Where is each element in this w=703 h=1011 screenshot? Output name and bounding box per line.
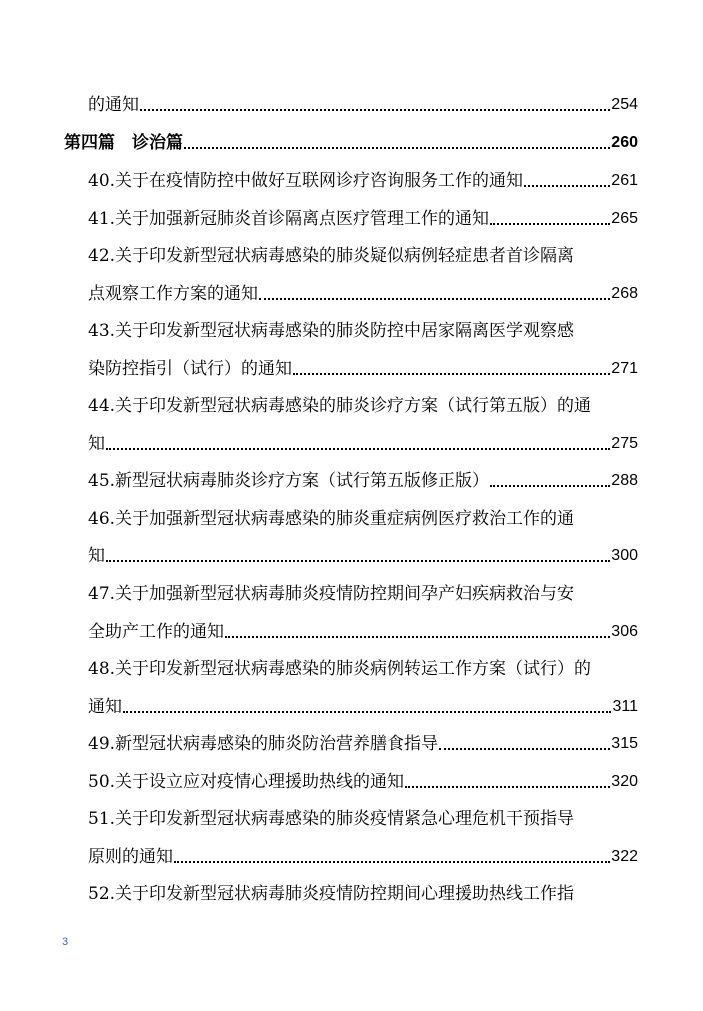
dot-leader [405, 786, 610, 788]
toc-line[interactable] [88, 275, 638, 305]
dot-leader [259, 298, 610, 300]
toc-entry-text: 46.关于加强新型冠状病毒感染的肺炎重症病例医疗救治工作的通 [88, 509, 575, 529]
toc-entry-text: 点观察工作方案的通知 [88, 284, 258, 304]
toc-line[interactable] [88, 200, 638, 230]
toc-entry-text: 51.关于印发新型冠状病毒感染的肺炎疫情紧急心理危机干预指导 [88, 809, 575, 829]
toc-entry-text: 44.关于印发新型冠状病毒感染的肺炎诊疗方案（试行第五版）的通 [88, 396, 592, 416]
toc-line[interactable] [88, 462, 638, 492]
toc-line[interactable] [88, 838, 638, 868]
toc-line[interactable] [88, 763, 638, 793]
toc-line[interactable] [88, 875, 638, 905]
dot-leader [174, 861, 610, 863]
toc-entry-text: 40.关于在疫情防控中做好互联网诊疗咨询服务工作的通知 [88, 171, 524, 191]
toc-page-number: 315 [611, 735, 638, 752]
toc-part-heading[interactable] [64, 124, 638, 154]
dot-leader [140, 109, 610, 111]
toc-entry-text: 知 [88, 434, 105, 454]
dot-leader [293, 373, 610, 375]
toc-page-number: 254 [611, 96, 638, 113]
toc-line[interactable] [88, 387, 638, 417]
toc-line[interactable] [88, 725, 638, 755]
dot-leader [123, 711, 611, 713]
toc-page-number: 261 [611, 172, 638, 189]
toc-line[interactable] [88, 500, 638, 530]
toc-line[interactable] [88, 350, 638, 380]
toc-line[interactable] [88, 237, 638, 267]
toc-line[interactable] [88, 425, 638, 455]
dot-leader [524, 185, 610, 187]
toc-page-number: 320 [611, 773, 638, 790]
toc-line[interactable] [88, 688, 638, 718]
toc-entry-text: 45.新型冠状病毒肺炎诊疗方案（试行第五版修正版） [88, 471, 490, 491]
toc-entry-text: 第四篇 诊治篇 [64, 133, 183, 153]
toc-entry-text: 原则的通知 [88, 847, 173, 867]
dot-leader [225, 636, 610, 638]
dot-leader [184, 147, 610, 149]
toc-page-number: 275 [611, 435, 638, 452]
toc-line[interactable] [88, 162, 638, 192]
toc-page-number: 268 [611, 285, 638, 302]
toc-page-number: 306 [611, 623, 638, 640]
toc-entry-text: 48.关于印发新型冠状病毒感染的肺炎病例转运工作方案（试行）的 [88, 659, 592, 679]
toc-page-number: 260 [611, 134, 638, 151]
toc-page-number: 322 [611, 848, 638, 865]
toc-line[interactable] [88, 800, 638, 830]
toc-entry-text: 42.关于印发新型冠状病毒感染的肺炎疑似病例轻症患者首诊隔离 [88, 246, 575, 266]
toc-entry-text: 通知 [88, 697, 122, 717]
toc-line[interactable] [88, 86, 638, 116]
toc-entry-text: 47.关于加强新型冠状病毒肺炎疫情防控期间孕产妇疾病救治与安 [88, 584, 575, 604]
toc-line[interactable] [88, 537, 638, 567]
toc-entry-text: 49.新型冠状病毒感染的肺炎防治营养膳食指导 [88, 734, 439, 754]
toc-page-number: 288 [611, 472, 638, 489]
toc-entry-text: 50.关于设立应对疫情心理援助热线的通知 [88, 772, 405, 792]
toc-entry-text: 41.关于加强新冠肺炎首诊隔离点医疗管理工作的通知 [88, 209, 490, 229]
toc-entry-text: 染防控指引（试行）的通知 [88, 359, 292, 379]
toc-entry-text: 43.关于印发新型冠状病毒感染的肺炎防控中居家隔离医学观察感 [88, 321, 575, 341]
toc-entry-text: 的通知 [88, 95, 139, 115]
toc-page-number: 300 [611, 547, 638, 564]
toc-line[interactable] [88, 650, 638, 680]
dot-leader [439, 748, 610, 750]
toc-page-number: 265 [611, 210, 638, 227]
footer-page-number: 3 [62, 936, 69, 948]
toc-line[interactable] [88, 575, 638, 605]
dot-leader [106, 448, 610, 450]
toc-page-number: 271 [611, 360, 638, 377]
toc-entry-text: 全助产工作的通知 [88, 622, 224, 642]
dot-leader [106, 560, 610, 562]
toc-entry-text: 52.关于印发新型冠状病毒肺炎疫情防控期间心理援助热线工作指 [88, 884, 575, 904]
dot-leader [490, 485, 610, 487]
dot-leader [490, 223, 610, 225]
toc-page-number: 311 [612, 698, 638, 715]
toc-entry-text: 知 [88, 546, 105, 566]
toc-line[interactable] [88, 613, 638, 643]
toc-line[interactable] [88, 312, 638, 342]
